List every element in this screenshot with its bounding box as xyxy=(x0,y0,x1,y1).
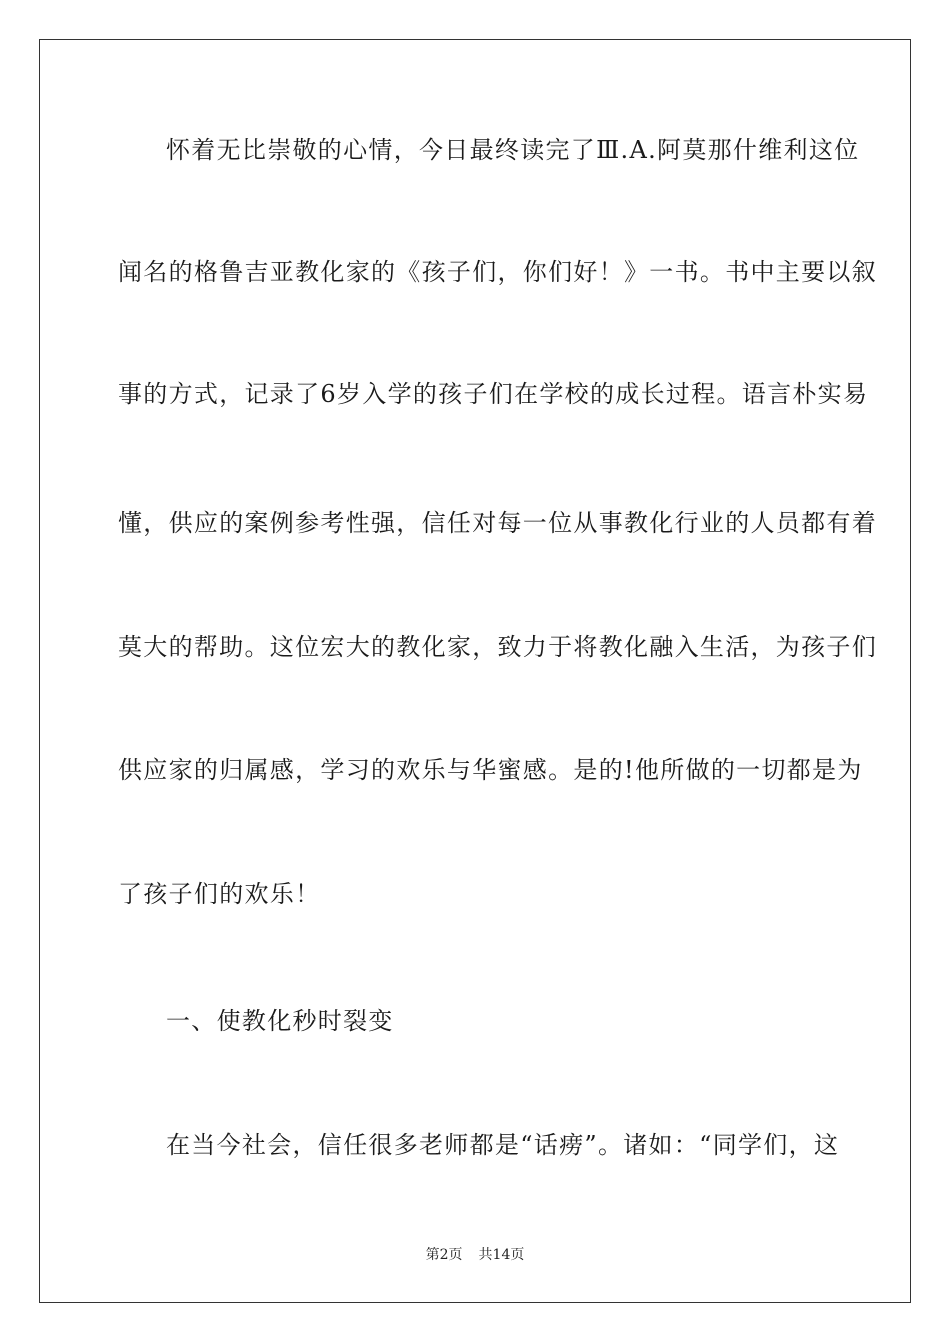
paragraph-line: 在当今社会，信任很多老师都是“话痨”。诸如：“同学们，这 xyxy=(166,1131,840,1159)
page-total: 共14页 xyxy=(478,1247,525,1263)
paragraph-line: 事的方式，记录了6岁入学的孩子们在学校的成长过程。语言朴实易 xyxy=(118,380,869,408)
paragraph-line: 了孩子们的欢乐！ xyxy=(118,880,321,908)
paragraph-line: 懂，供应的案例参考性强，信任对每一位从事教化行业的人员都有着 xyxy=(118,509,877,537)
paragraph-line: 怀着无比崇敬的心情，今日最终读完了Ⅲ.A.阿莫那什维利这位 xyxy=(166,136,860,164)
paragraph-line: 闻名的格鲁吉亚教化家的《孩子们，你们好！》一书。书中主要以叙 xyxy=(118,258,877,286)
page-number: 第2页 xyxy=(425,1247,463,1263)
section-heading: 一、使教化秒时裂变 xyxy=(166,1007,394,1035)
page-border xyxy=(39,39,911,1303)
paragraph-line: 供应家的归属感，学习的欢乐与华蜜感。是的!他所做的一切都是为 xyxy=(118,756,863,784)
paragraph-line: 莫大的帮助。这位宏大的教化家，致力于将教化融入生活，为孩子们 xyxy=(118,633,877,661)
page-footer xyxy=(0,1246,950,1264)
